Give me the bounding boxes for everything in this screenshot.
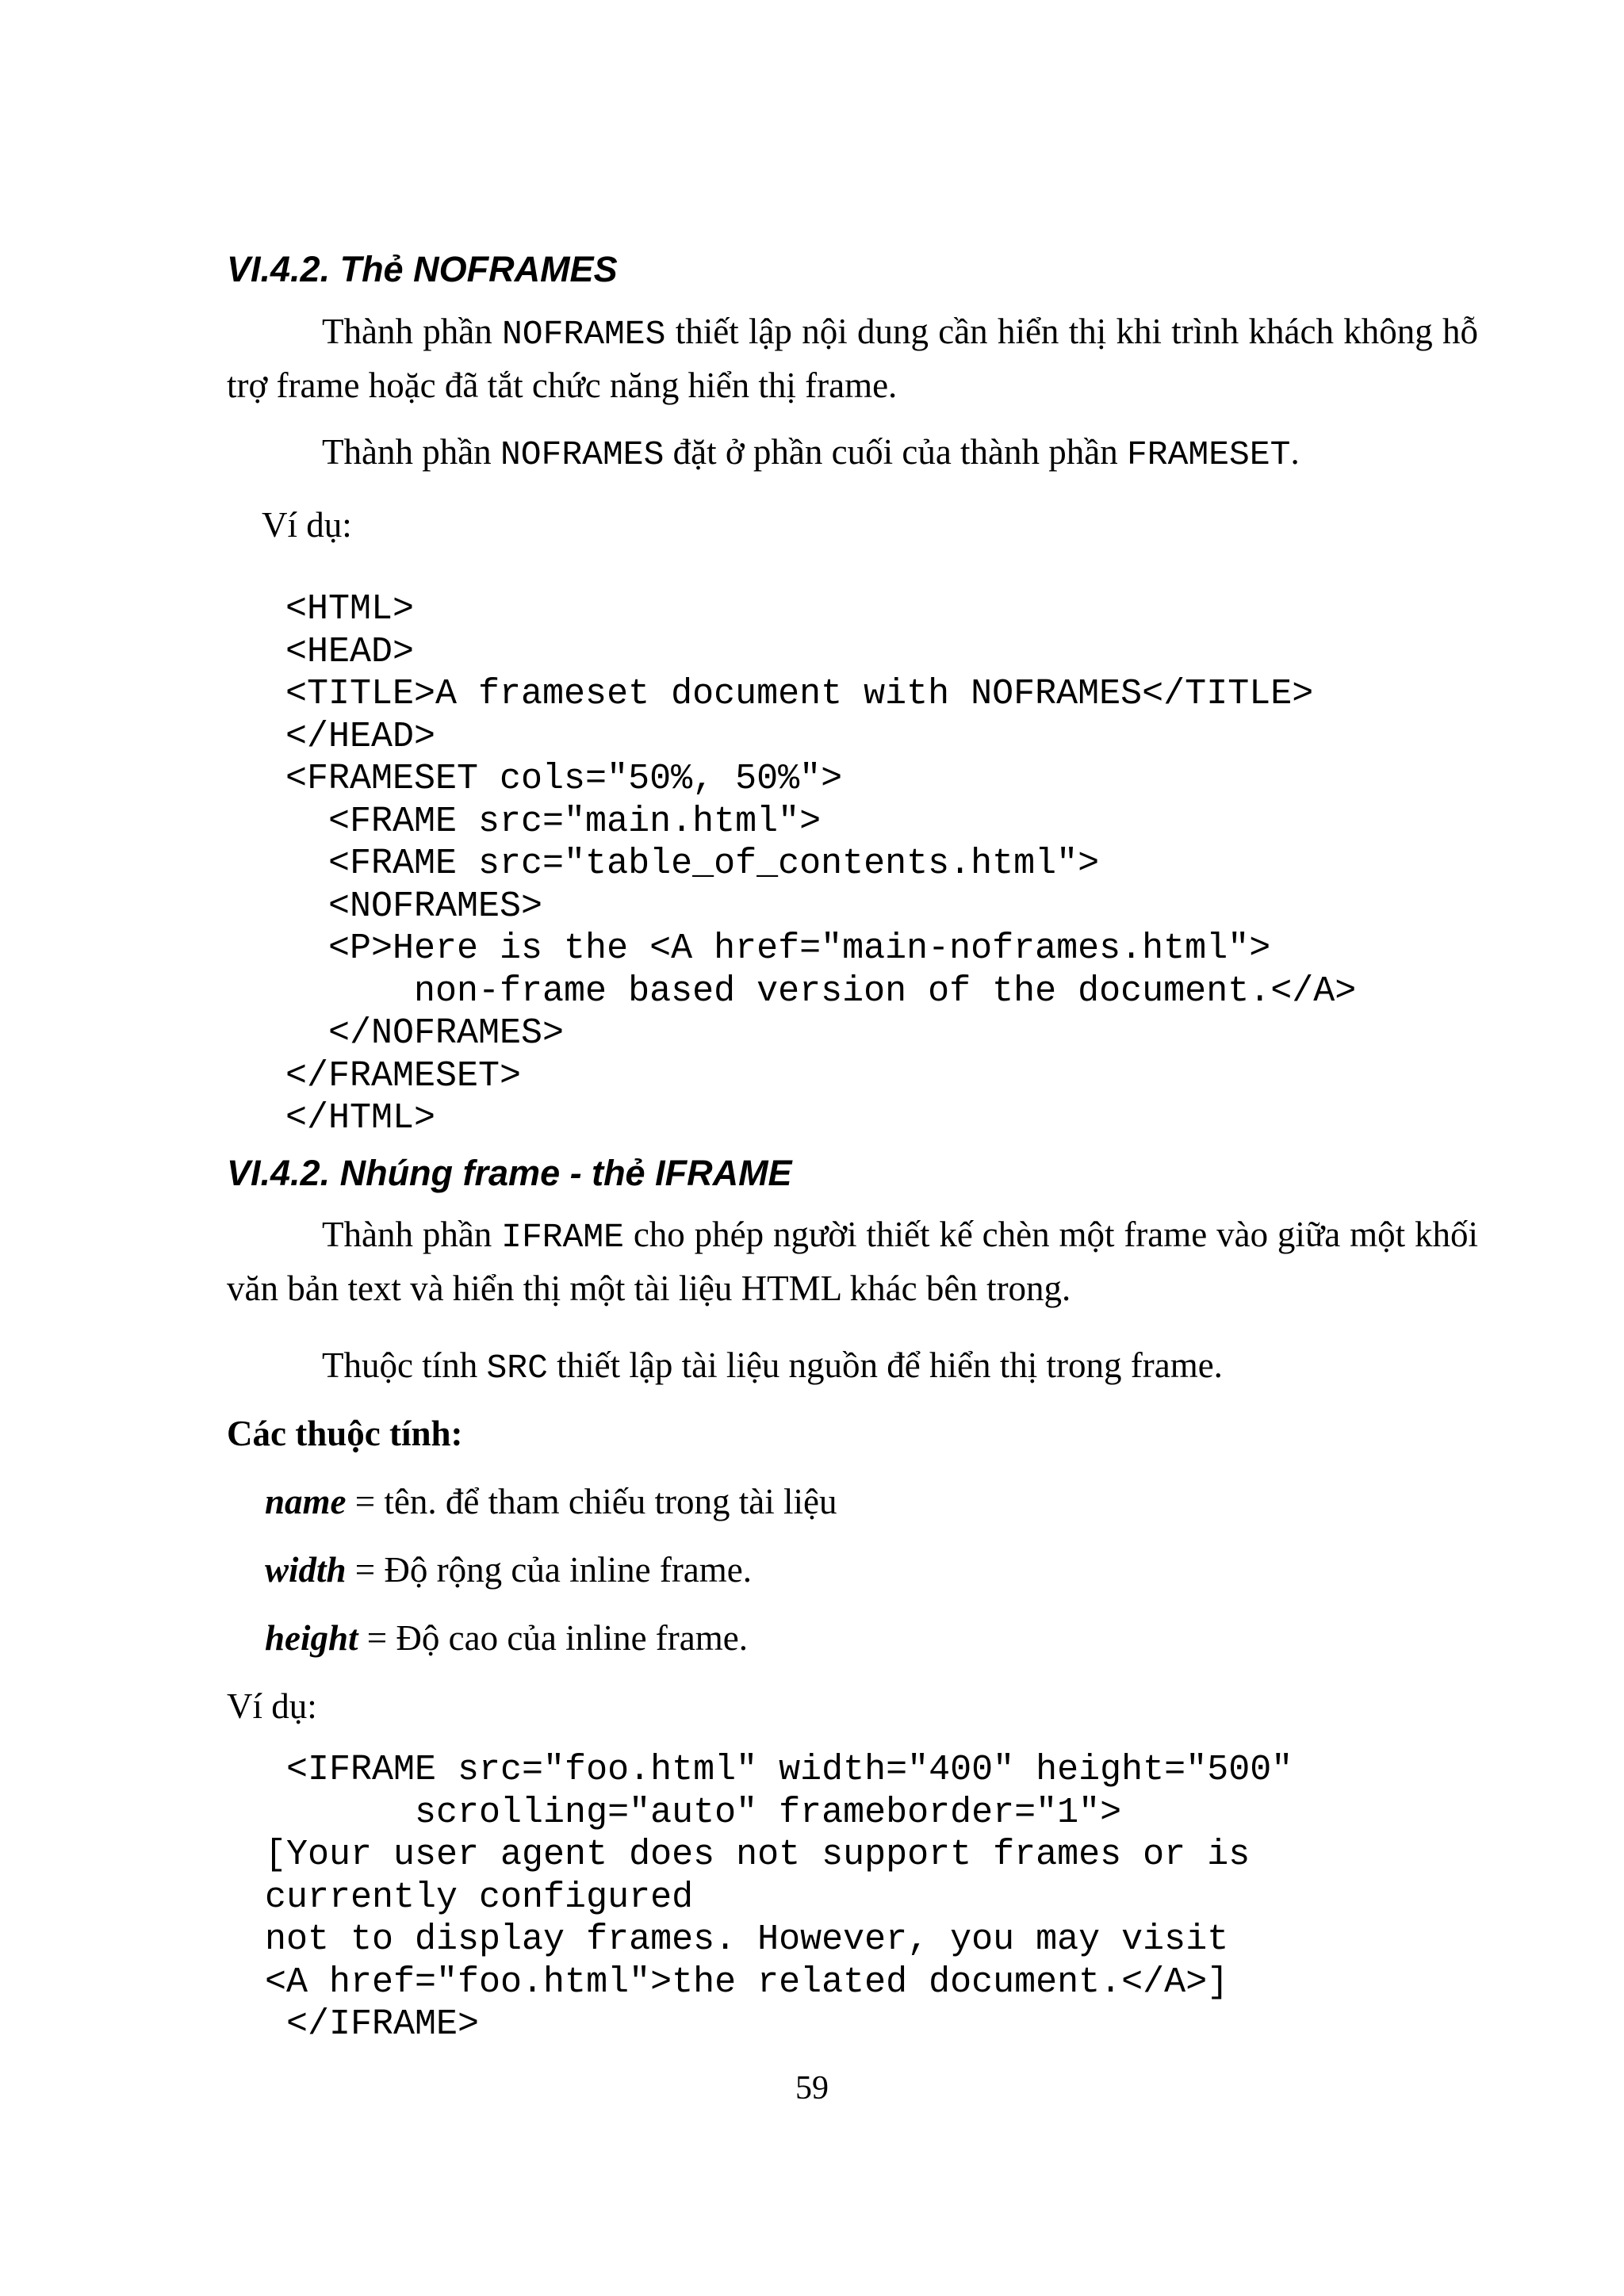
code-block-noframes: <HTML> <HEAD> <TITLE>A frameset document with NOFRAMES</TITLE> </HEAD> <FRAMESET cols="50%, 50%"> <FRAME src="main.html"> <FRAME src="table_of_contents.html"> <NOFRAMES> <P>Here is the <A href="main-noframes.html"> non-frame based version of the document.</A> </NOFRAMES> </FRAMESET> </HTML> bbox=[285, 589, 1357, 1138]
inline-code: NOFRAMES bbox=[501, 315, 666, 354]
code-block-iframe: <IFRAME src="foo.html" width="400" height="500" scrolling="auto" frameborder="1"> [Your user agent does not support frames or is currently configured not to display frames. However, you may visit <A href="foo.html">the related document.</A>] </IFRAME> bbox=[265, 1750, 1293, 2045]
paragraph-noframes-placement bbox=[227, 427, 1478, 480]
attribute-item-width bbox=[265, 1546, 752, 1594]
section-heading-noframes: VI.4.2. Thẻ NOFRAMES bbox=[227, 249, 618, 289]
attribute-description: = Độ cao của inline frame. bbox=[358, 1618, 748, 1658]
text-run: . bbox=[1290, 432, 1300, 472]
text-run: đặt ở phần cuối của thành phần bbox=[664, 432, 1127, 472]
text-run: Thành phần bbox=[322, 312, 502, 351]
text-run: thiết lập nội dung cần hiển thị khi trình khách không hỗ trợ frame hoặc đã tắt chức năng hiển thị frame. bbox=[227, 312, 1479, 405]
paragraph-iframe-description bbox=[227, 1209, 1478, 1314]
paragraph-src-attribute bbox=[227, 1340, 1478, 1394]
attribute-description: = Độ rộng của inline frame. bbox=[346, 1550, 753, 1590]
section-heading-iframe: VI.4.2. Nhúng frame - thẻ IFRAME bbox=[227, 1153, 792, 1193]
attributes-heading: Các thuộc tính: bbox=[227, 1414, 463, 1453]
example-label: Ví dụ: bbox=[262, 505, 352, 545]
inline-code: FRAMESET bbox=[1127, 435, 1291, 474]
paragraph-noframes-description bbox=[227, 306, 1478, 411]
text-run: thiết lập tài liệu nguồn để hiển thị trong frame. bbox=[547, 1345, 1223, 1385]
text-run: Thành phần bbox=[322, 1215, 502, 1254]
attribute-description: = tên. để tham chiếu trong tài liệu bbox=[346, 1482, 837, 1521]
attribute-item-name bbox=[265, 1478, 837, 1525]
attribute-item-height bbox=[265, 1614, 748, 1662]
inline-code: IFRAME bbox=[501, 1218, 624, 1257]
attribute-name: name bbox=[265, 1482, 347, 1521]
page-number: 59 bbox=[795, 2070, 829, 2107]
inline-code: NOFRAMES bbox=[500, 435, 665, 474]
inline-code: SRC bbox=[486, 1349, 548, 1387]
attribute-name: width bbox=[265, 1550, 347, 1590]
attribute-name: height bbox=[265, 1618, 358, 1658]
text-run: Thuộc tính bbox=[322, 1345, 487, 1385]
text-run: Thành phần bbox=[322, 432, 500, 472]
example-label: Ví dụ: bbox=[227, 1686, 317, 1726]
text-run: cho phép người thiết kế chèn một frame vào giữa một khối văn bản text và hiển thị một tài liệu HTML khác bên trong. bbox=[227, 1215, 1478, 1308]
